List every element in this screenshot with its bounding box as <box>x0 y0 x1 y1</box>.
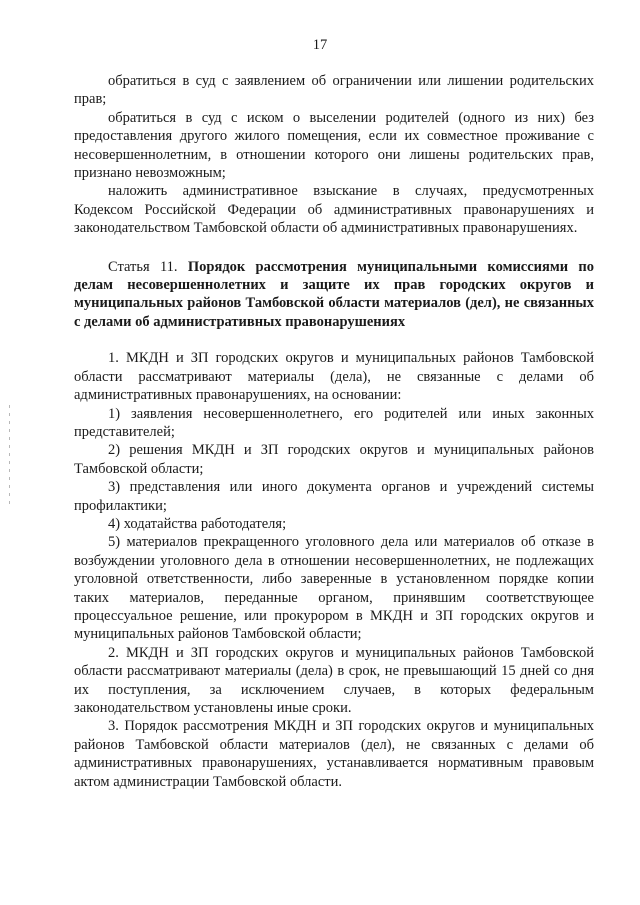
paragraph: обратиться в суд с заявлением об ограничении или лишении родительских прав; <box>74 73 594 108</box>
list-item: 4) ходатайства работодателя; <box>108 515 287 532</box>
paragraph: 3. Порядок рассмотрения МКДН и ЗП городских округов и муниципальных районов Тамбовской области материалов (дел), не связанных с делами об административных правонарушениях, устанавливается нормативным правовым актом администрации Тамбовской области. <box>74 718 594 790</box>
article-label: Статья 11. <box>108 258 178 275</box>
paragraph: обратиться в суд с иском о выселении родителей (одного из них) без предоставления другого жилого помещения, если их совместное проживание с несовершеннолетним, в отношении которого они лишены родительских прав, признано невозможным; <box>74 109 594 182</box>
paragraph: 2. МКДН и ЗП городских округов и муниципальных районов Тамбовской области рассматривают материалы (дела) в срок, не превышающий 15 дней со дня их поступления, за исключением случаев, в которых федеральным законодательством установлены иные сроки. <box>74 644 594 716</box>
article-heading <box>74 258 594 332</box>
paragraph: 1. МКДН и ЗП городских округов и муниципальных районов Тамбовской области рассматривают материалы (дела), не связанные с делами об административных правонарушениях, на основании: <box>74 350 594 404</box>
list-item: 1) заявления несовершеннолетнего, его родителей или иных законных представителей; <box>74 405 594 440</box>
paragraph: наложить административное взыскание в случаях, предусмотренных Кодексом Российской Федерации об административных правонарушениях и законодательством Тамбовской области об административных правонарушениях. <box>74 183 594 237</box>
article-title: Порядок рассмотрения муниципальными комиссиями по делам несовершеннолетних и защите их прав городских округов и муниципальных районов Тамбовской области материалов (дел), не связанных с делами об административных правонарушениях <box>74 258 595 330</box>
document-body <box>74 72 594 791</box>
list-item: 5) материалов прекращенного уголовного дела или материалов об отказе в возбуждении уголовного дела в отношении несовершеннолетних, не подлежащих уголовной ответственности, либо заверенные в установленном порядке копии таких материалов, переданные органом, принявшим соответствующее процессуальное решение, или прокурором в МКДН и ЗП городских округов и муниципальных районов Тамбовской области; <box>74 534 594 643</box>
page-number: 17 <box>312 37 328 53</box>
margin-scan-mark <box>6 405 12 515</box>
list-item: 2) решения МКДН и ЗП городских округов и муниципальных районов Тамбовской области; <box>74 442 594 477</box>
list-item: 3) представления или иного документа органов и учреждений системы профилактики; <box>74 479 594 514</box>
